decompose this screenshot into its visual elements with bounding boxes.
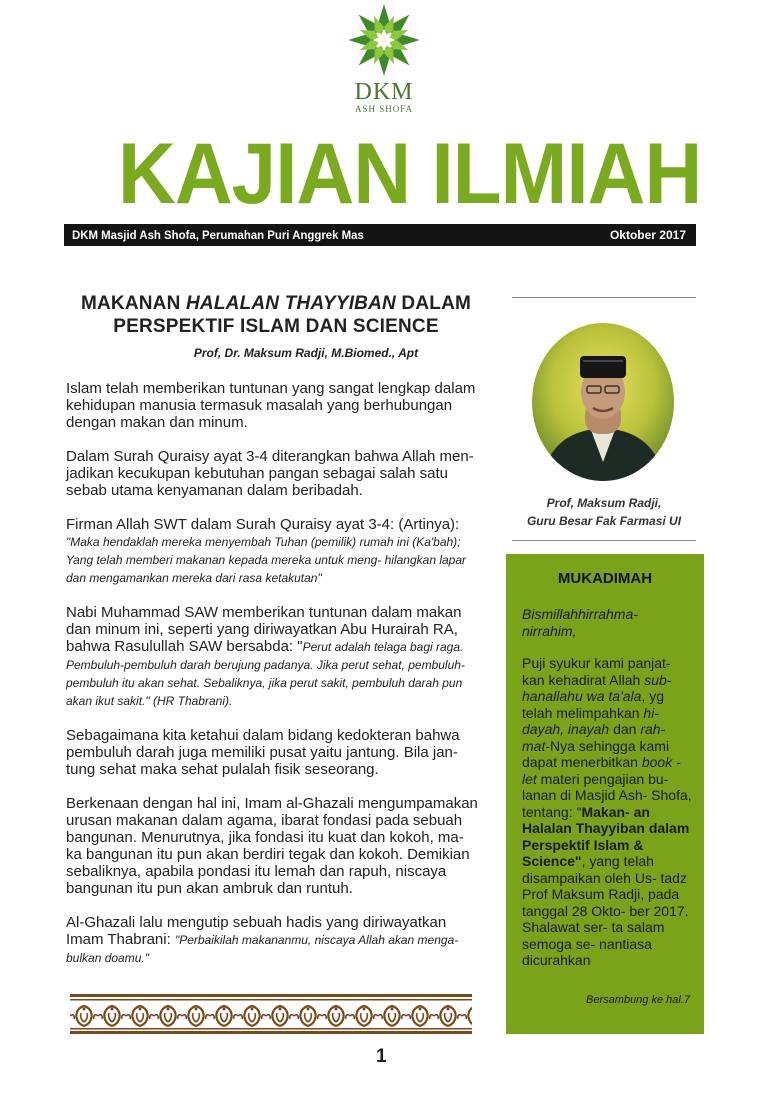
mukadimah-title: MUKADIMAH xyxy=(557,570,653,587)
article-title-italic: HALALAN THAYYIBAN xyxy=(186,293,396,314)
portrait-caption xyxy=(506,494,702,530)
ornamental-border xyxy=(70,994,472,1034)
mukadimah-paragraph xyxy=(522,655,694,969)
star-emblem-icon xyxy=(349,2,419,78)
mukadimah-greeting: Bismillahhirrahma- nirrahim, xyxy=(522,606,638,639)
mukadimah-text: , yang telah disampaikan oleh Us- tadz Prof Maksum Radji, pada tanggal 28 Okto- ber 2017. Shalawat ser- ta salam semoga se- nantiasa dicurahkan xyxy=(522,853,689,968)
dkm-logo xyxy=(334,2,434,120)
hadith-quote: "Perbaikilah makananmu, niscaya Allah akan menga- bulkan doamu." xyxy=(66,933,459,965)
mukadimah-text: -Nya sehingga kami dapat menerbitkan xyxy=(522,737,670,770)
article-paragraph: Dalam Surah Quraisy ayat 3-4 diterangkan bahwa Allah men- jadikan kecukupan kebutuhan pangan sebagai salah satu sebab utama kenyamanan dalam beribadah. xyxy=(66,448,474,499)
portrait-photo-icon xyxy=(531,322,675,482)
mukadimah-italic: book -let xyxy=(522,754,681,787)
mukadimah-body xyxy=(522,606,694,985)
caption-name: Prof, Maksum Radji, xyxy=(546,496,662,510)
mukadimah-text: Puji syukur kami panjat- kan kehadirat Allah xyxy=(522,655,671,688)
paragraph-text: Firman Allah SWT dalam Surah Quraisy ayat 3-4: (Artinya): xyxy=(66,516,460,533)
mukadimah-text: dan xyxy=(609,721,641,737)
article-paragraph: Sebagaimana kita ketahui dalam bidang kedokteran bahwa pembuluh darah juga memiliki pusat yaitu jantung. Bila jan- tung sehat maka sehat pulalah fisik seseorang. xyxy=(66,727,460,778)
logo-text: DKM xyxy=(354,79,414,105)
hadith-quote: Perut adalah telaga bagi raga. Pembuluh-pembuluh darah berujung padanya. Jika perut sehat, pembuluh- pembuluh itu akan sehat. Sebaliknya, jika perut sakit, pembuluh darah pun akan ikut sakit." (HR Thabrani). xyxy=(66,640,465,708)
article-paragraph xyxy=(66,516,481,587)
main-article xyxy=(66,292,486,967)
article-title-part: MAKANAN xyxy=(80,293,187,314)
mukadimah-box xyxy=(506,554,704,1034)
article-paragraph xyxy=(66,604,481,710)
info-bar-date: Oktober 2017 xyxy=(609,228,686,242)
article-paragraph xyxy=(66,914,481,967)
mukadimah-text: materi pengajian bu- lanan di Masjid Ash- Shofa, tentang: " xyxy=(522,770,692,820)
continued-note: Bersambung ke hal.7 xyxy=(586,994,690,1006)
article-author: Prof, Dr. Maksum Radji, M.Biomed., Apt xyxy=(193,346,419,360)
quran-quote: "Maka hendaklah mereka menyembah Tuhan (pemilik) rumah ini (Ka'bah); Yang telah memberi makanan kepada mereka untuk meng- hilangkan lapar dan mengamankan mereka dari rasa ketakutan" xyxy=(66,535,467,585)
paragraph-text: Nabi Muhammad SAW memberikan tuntunan dalam makan dan minum ini, seperti yang diriwayatkan Abu Hurairah RA, bahwa Rasulullah SAW bersabda: " xyxy=(66,604,462,655)
logo-subtext: ASH SHOFA xyxy=(354,104,414,114)
mukadimah-italic: sub- hanallahu wa ta'ala xyxy=(522,671,672,704)
article-paragraph: Islam telah memberikan tuntunan yang sangat lengkap dalam kehidupan manusia termasuk masalah yang berhubungan dengan makan dan minum. xyxy=(66,380,476,431)
divider xyxy=(512,297,696,298)
paragraph-text: Al-Ghazali lalu mengutip sebuah hadis yang diriwayatkan Imam Thabrani: xyxy=(66,914,447,948)
article-title-part: DALAM xyxy=(395,293,472,314)
caption-title: Guru Besar Fak Farmasi UI xyxy=(526,514,682,528)
info-bar-publisher: DKM Masjid Ash Shofa, Perumahan Puri Anggrek Mas xyxy=(72,228,364,242)
page-number: 1 xyxy=(376,1046,387,1067)
mukadimah-italic: hi- dayah, inayah xyxy=(522,704,659,737)
mukadimah-italic: rah- mat xyxy=(522,721,666,754)
article-paragraph: Berkenaan dengan hal ini, Imam al-Ghazali mengumpamakan urusan makanan dalam agama, ibarat fondasi pada sebuah bangunan. Menurutnya, jika fondasi itu kuat dan kokoh, ma- ka bangunan itu pun akan berdiri tegak dan kokoh. Demikian sebaliknya, apabila pondasi itu lemah dan rapuh, niscaya bangunan itu pun akan ambruk dan runtuh. xyxy=(66,795,478,897)
article-title xyxy=(66,292,486,338)
author-portrait xyxy=(531,322,675,482)
article-title-line2: PERSPEKTIF ISLAM DAN SCIENCE xyxy=(113,316,439,337)
ornament-pattern-icon xyxy=(70,994,472,1034)
masthead-title: KAJIAN ILMIAH xyxy=(118,126,702,222)
mukadimah-bold-title: Makan- an Halalan Thayyiban dalam Perspektif Islam & Science" xyxy=(522,803,690,869)
mukadimah-text: , yg telah melimpahkan xyxy=(522,688,665,721)
info-bar xyxy=(64,224,696,246)
divider xyxy=(512,540,696,541)
